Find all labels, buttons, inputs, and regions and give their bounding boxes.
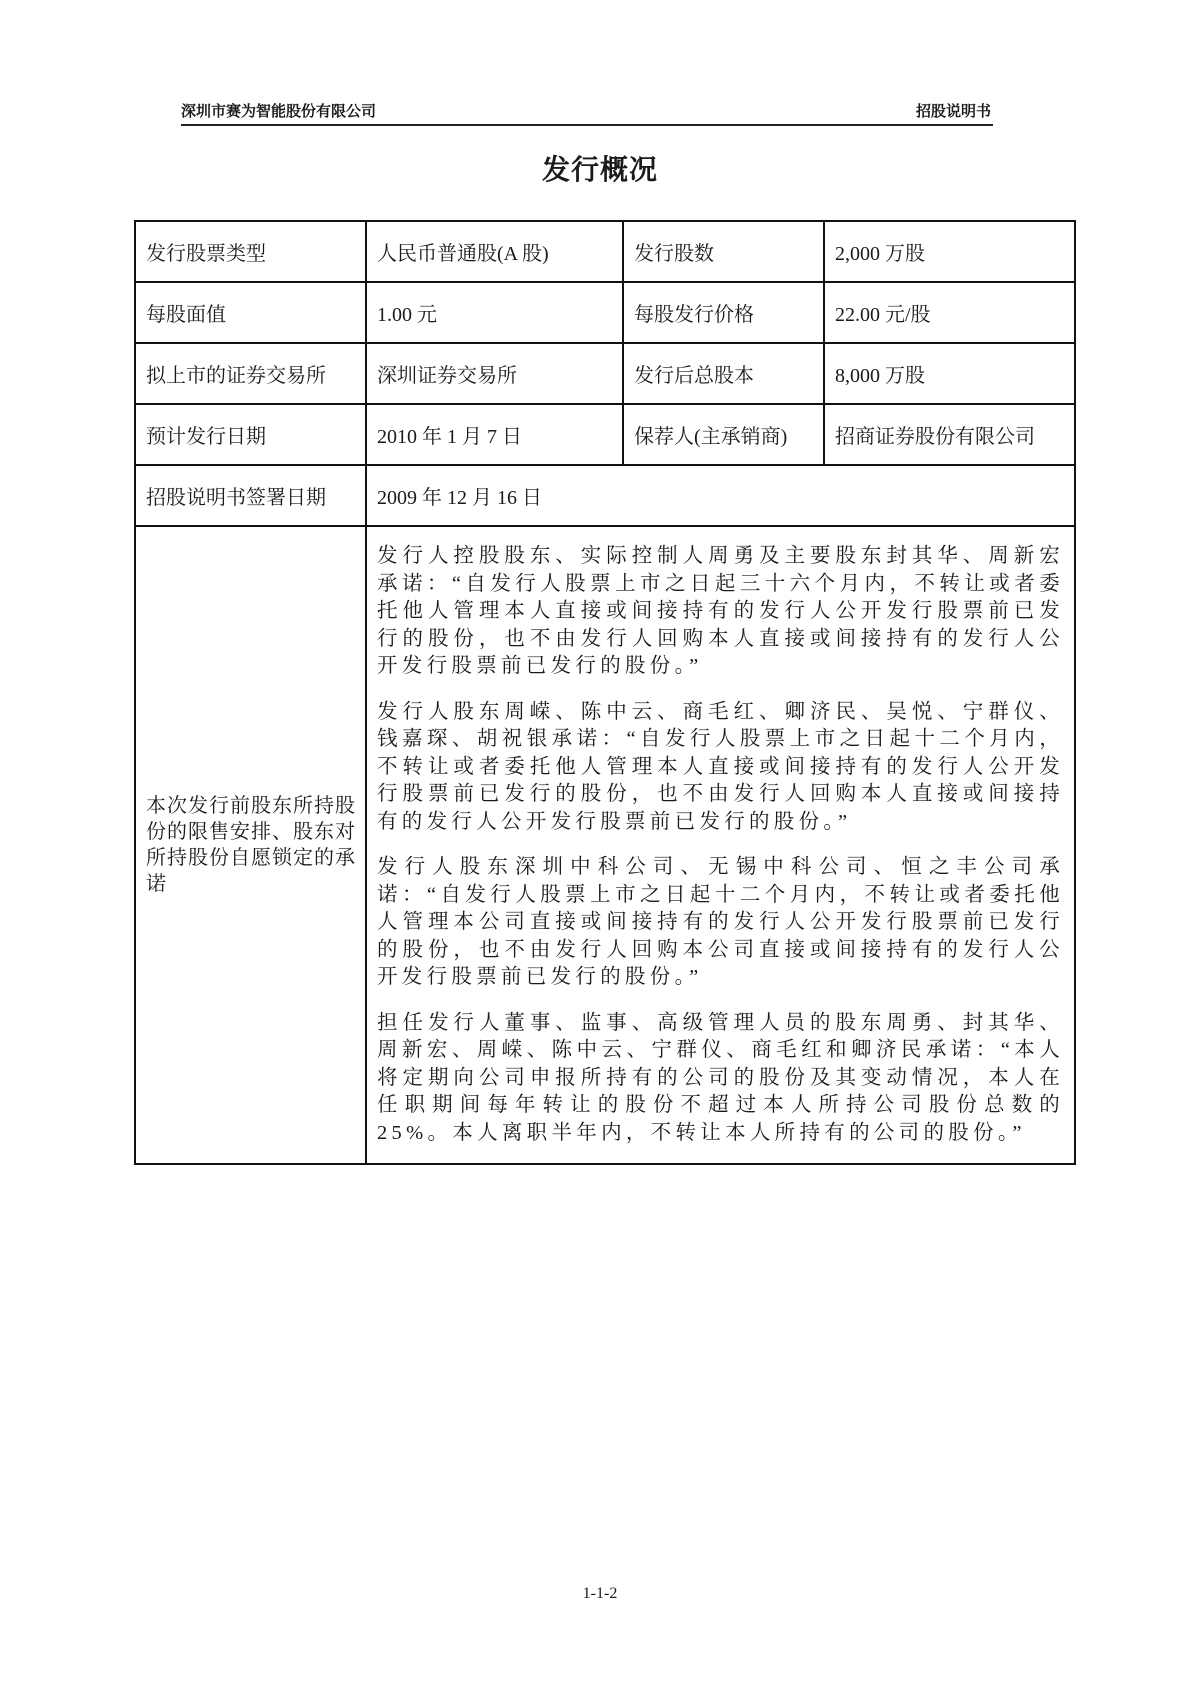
- table-row: [135, 343, 1075, 404]
- commitment-paragraph: 发行人股东深圳中科公司、无锡中科公司、恒之丰公司承诺：“自发行人股票上市之日起十二个月内，不转让或者委托他人管理本公司直接或间接持有的发行人公开发行股票前已发行的股份，也不由发行人回购本公司直接或间接持有的发行人公开发行股票前已发行的股份。”: [377, 856, 1064, 988]
- page-number: 1-1-2: [582, 1585, 618, 1602]
- field-value: 招商证券股份有限公司: [824, 404, 1075, 465]
- header-divider: [181, 124, 993, 126]
- field-label: 发行后总股本: [623, 343, 824, 404]
- field-value: 人民币普通股(A 股): [366, 221, 623, 282]
- field-value: 22.00 元/股: [824, 282, 1075, 343]
- table-row: [135, 465, 1075, 526]
- field-label: 保荐人(主承销商): [623, 404, 824, 465]
- field-value: 2,000 万股: [824, 221, 1075, 282]
- commitment-paragraph: 发行人控股股东、实际控制人周勇及主要股东封其华、周新宏承诺：“自发行人股票上市之日起三十六个月内，不转让或者委托他人管理本人直接或间接持有的发行人公开发行股票前已发行的股份，也不由发行人回购本人直接或间接持有的发行人公开发行股票前已发行的股份。”: [377, 545, 1064, 677]
- field-value: 8,000 万股: [824, 343, 1075, 404]
- field-value: 1.00 元: [366, 282, 623, 343]
- lockup-commitments: [366, 526, 1075, 1164]
- commitment-paragraph: 担任发行人董事、监事、高级管理人员的股东周勇、封其华、周新宏、周嵘、陈中云、宁群仪、商毛红和卿济民承诺：“本人将定期向公司申报所持有的公司的股份及其变动情况，本人在任职期间每年转让的股份不超过本人所持公司股份总数的 25%。本人离职半年内，不转让本人所持有的公司的股份。”: [377, 1011, 1064, 1144]
- table-row: [135, 282, 1075, 343]
- field-label: 每股发行价格: [623, 282, 824, 343]
- field-label: 预计发行日期: [135, 404, 366, 465]
- field-value: 2009 年 12 月 16 日: [366, 465, 1075, 526]
- field-label: 发行股数: [623, 221, 824, 282]
- field-label: 发行股票类型: [135, 221, 366, 282]
- page-title: 发行概况: [541, 153, 658, 186]
- field-label: 拟上市的证券交易所: [135, 343, 366, 404]
- header-doc-type: 招股说明书: [915, 102, 991, 120]
- table-row: [135, 526, 1075, 1164]
- header-company: 深圳市赛为智能股份有限公司: [181, 102, 377, 120]
- field-label: 每股面值: [135, 282, 366, 343]
- field-value: 2010 年 1 月 7 日: [366, 404, 623, 465]
- field-value: 深圳证券交易所: [366, 343, 623, 404]
- table-row: [135, 221, 1075, 282]
- table-row: [135, 404, 1075, 465]
- field-label: 招股说明书签署日期: [135, 465, 366, 526]
- lockup-label: 本次发行前股东所持股份的限售安排、股东对所持股份自愿锁定的承诺: [135, 526, 366, 1164]
- commitment-paragraph: 发行人股东周嵘、陈中云、商毛红、卿济民、吴悦、宁群仪、钱嘉琛、胡祝银承诺：“自发行人股票上市之日起十二个月内，不转让或者委托他人管理本人直接或间接持有的发行人公开发行股票前已发行的股份，也不由发行人回购本人直接或间接持有的发行人公开发行股票前已发行的股份。”: [377, 700, 1064, 833]
- offering-summary-table: [134, 220, 1076, 1165]
